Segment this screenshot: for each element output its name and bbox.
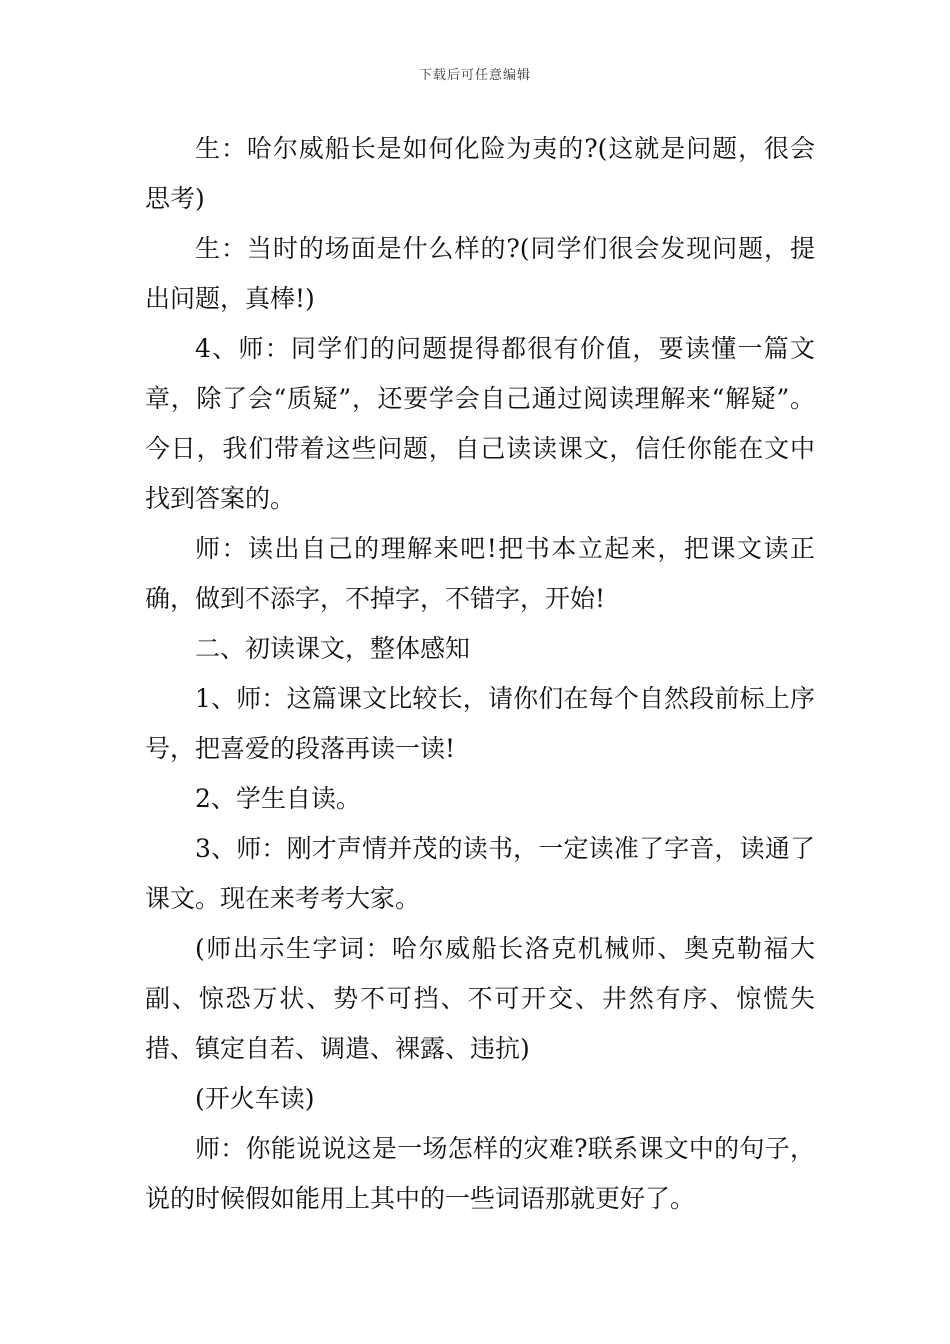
paragraph-train-reading: (开火车读)	[195, 1084, 315, 1113]
paragraph-student-question-2: 生：当时的场面是什么样的?(同学们很会发现问题，提出问题，真棒!)	[145, 234, 815, 313]
page-header: 下载后可任意编辑	[418, 68, 531, 83]
paragraph-vocabulary-list: (师出示生字词：哈尔威船长洛克机械师、奥克勒福大副、惊恐万状、势不可挡、不可开交、井然有序、惊慌失措、镇定自若、调遣、裸露、违抗)	[145, 934, 815, 1063]
paragraph-step-2: 2、学生自读。	[195, 784, 361, 813]
paragraph-teacher-step-3: 3、师：刚才声情并茂的读书，一定读准了字音，读通了课文。现在来考考大家。	[145, 834, 815, 913]
paragraph-teacher-step-4: 4、师：同学们的问题提得都很有价值，要读懂一篇文章，除了会“质疑”，还要学会自己通过阅读理解来“解疑”。今日，我们带着这些问题，自己读读课文，信任你能在文中找到答案的。	[145, 334, 815, 513]
section-heading-first-reading: 二、初读课文，整体感知	[195, 634, 471, 663]
paragraph-student-question-1: 生：哈尔威船长是如何化险为夷的?(这就是问题，很会思考)	[145, 134, 815, 213]
paragraph-teacher-read-instruction: 师：读出自己的理解来吧!把书本立起来，把课文读正确，做到不添字，不掉字，不错字，开始!	[145, 534, 815, 613]
paragraph-teacher-step-1: 1、师：这篇课文比较长，请你们在每个自然段前标上序号，把喜爱的段落再读一读!	[145, 684, 815, 763]
paragraph-teacher-disaster-question: 师：你能说说这是一场怎样的灾难?联系课文中的句子，说的时候假如能用上其中的一些词语那就更好了。	[145, 1134, 815, 1213]
document-body	[145, 124, 815, 1224]
